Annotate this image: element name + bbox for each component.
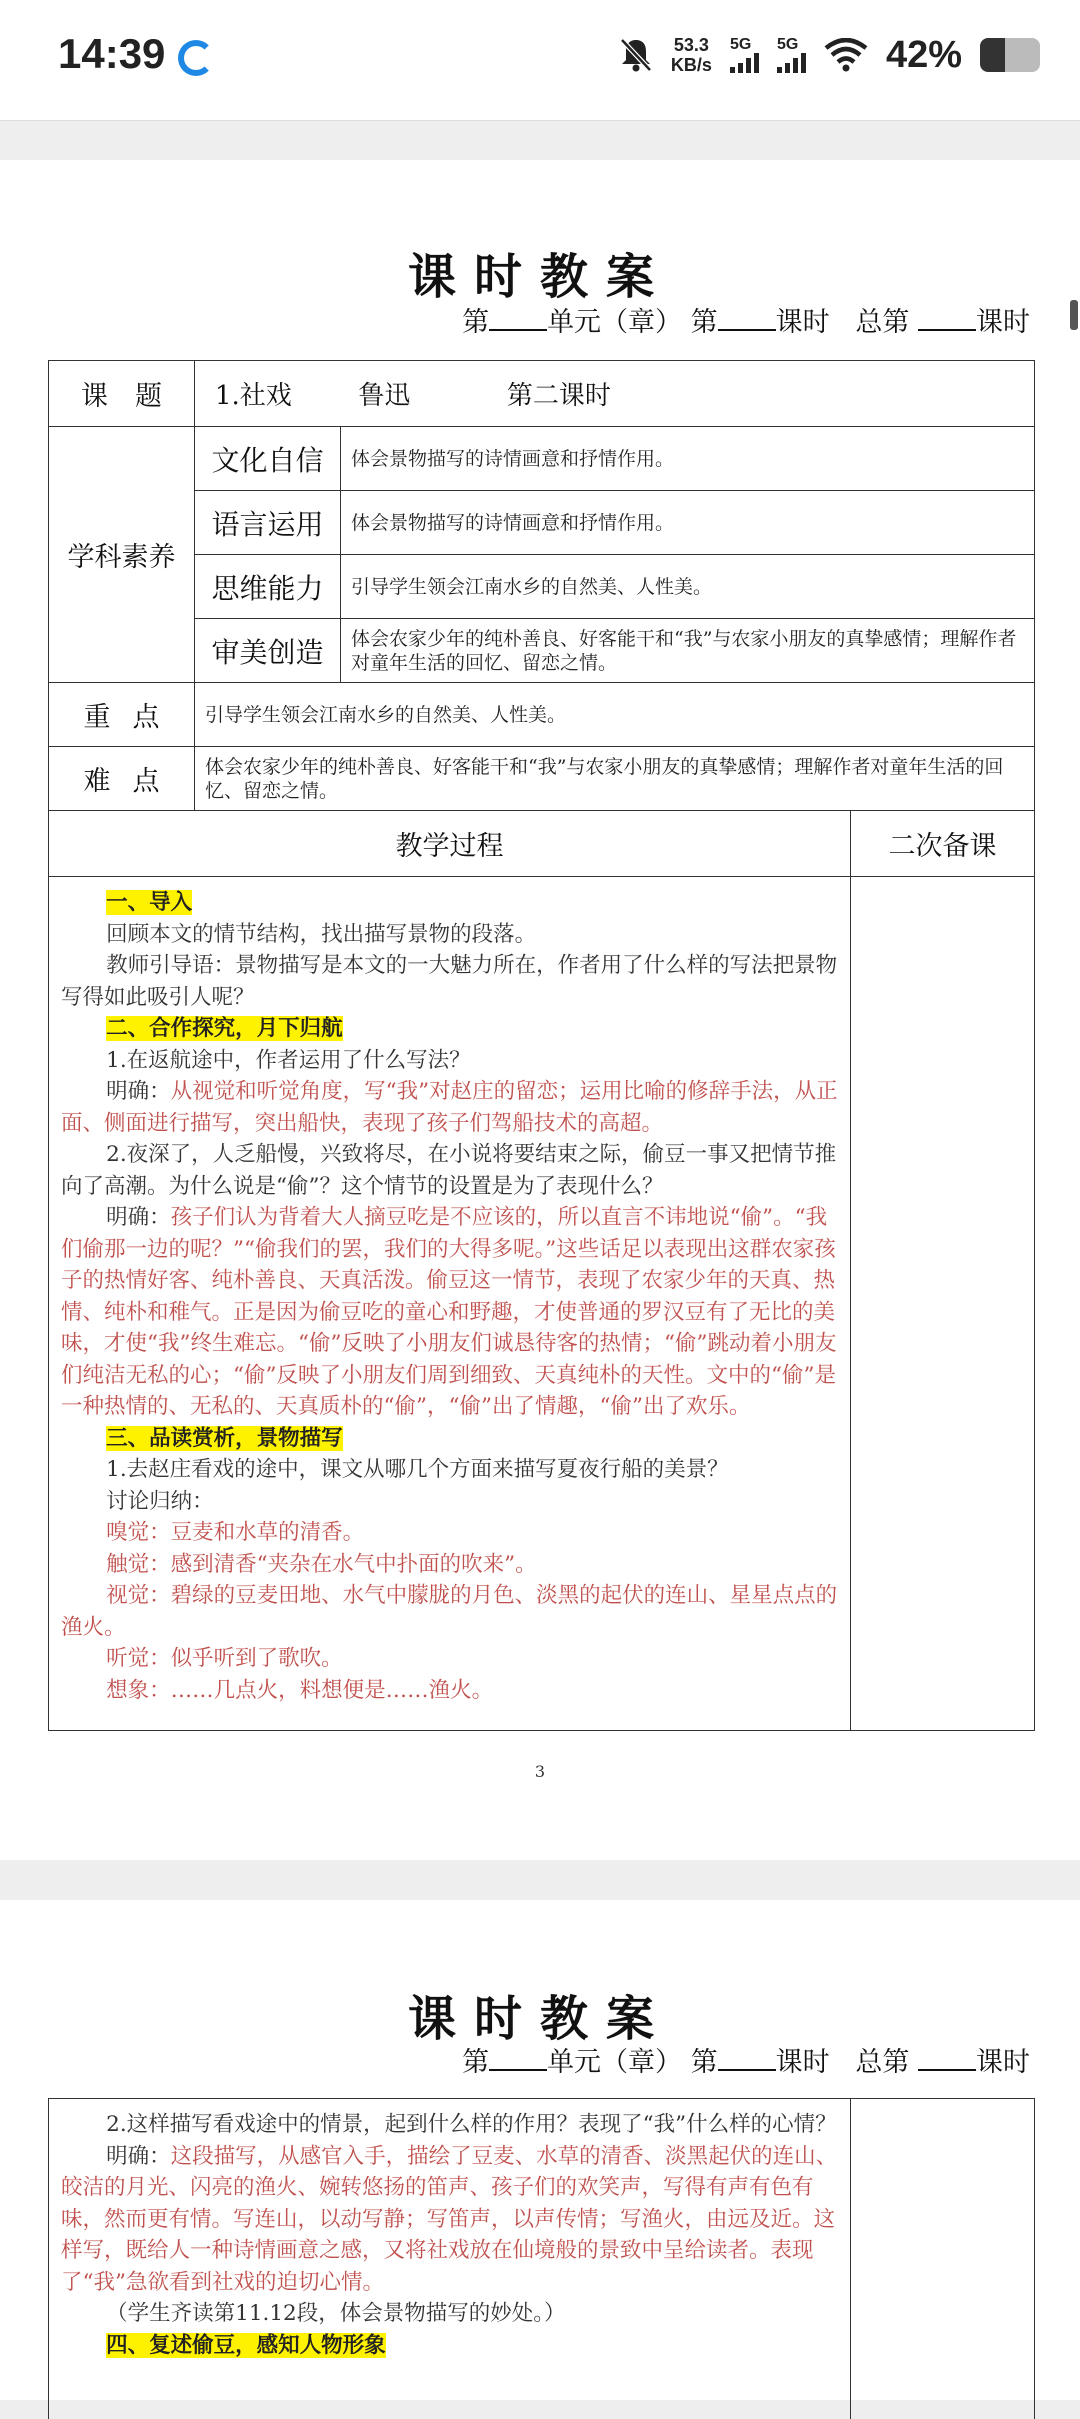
network-speed [671,35,712,75]
status-icons [619,30,1040,80]
difficulty-text: 体会农家少年的纯朴善良、好客能干和“我”与农家小朋友的真挚感情；理解作者对童年生活的回忆、留恋之情。 [195,747,1035,811]
key-point-label: 重点 [49,683,195,747]
unit-line-part: 第 [462,307,490,338]
unit-line-part: 课时 [775,307,830,338]
difficulty-label: 难点 [49,747,195,811]
sense-item: 嗅觉：豆麦和水草的清香。 [106,1520,365,1545]
answer-label: 明确： [106,1205,171,1230]
process-question: 2.夜深了，人乏船慢，兴致将尽，在小说将要结束之际，偷豆一事又把情节推向了高潮。为什么说是“偷”？这个情节的设置是为了表现什么？ [61,1142,837,1199]
unit-line-part: 课时 [976,307,1030,338]
literacy-text: 引导学生领会江南水乡的自然美、人性美。 [341,555,1035,619]
network-speed-unit: KB/s [670,55,712,75]
signal-bars-icon [777,53,806,73]
topic-label: 课 题 [49,361,195,427]
signal-5g-2 [777,37,806,73]
answer-label: 明确： [106,1079,171,1104]
literacy-text: 体会景物描写的诗情画意和抒情作用。 [341,491,1035,555]
sense-item: 想象：……几点火，料想便是……渔火。 [106,1677,494,1703]
answer-label: 明确： [106,2143,171,2169]
topic-author: 鲁迅 [358,381,411,411]
network-speed-value: 53.3 [673,35,709,55]
topic-value [195,361,1035,427]
answer-text: 这段描写，从感官入手，描绘了豆麦、水草的清香、淡黑起伏的连山、皎洁的月光、闪亮的渔火、婉转悠扬的笛声、孩子们的欢笑声，写得有声有色有味，然而更有情。写连山，以动写静；写笛声，以声传情；写渔火，由远及近。这样写，既给人一种诗情画意之感，又将社戏放在仙境般的景致中呈给读者。表现了“我”急欲看到社戏的迫切心情。 [61,2143,838,2295]
unit-line-part: 第 [462,2047,490,2078]
process-paragraph: 讨论归纳： [106,1488,214,1514]
unit-line-part: 第 [690,307,718,338]
topic-lesson: 1.社戏 [215,381,292,411]
unit-line-part: 第 [690,2047,718,2078]
section-heading: 二、合作探究，月下归航 [106,1016,343,1041]
document-page-2 [0,1900,1080,2400]
teaching-process [49,877,851,1731]
signal-5g-2-label: 5G [776,36,799,53]
lesson-plan-table [48,360,1035,1731]
process-question: 2.这样描写看戏途中的情景，起到什么样的作用？表现了“我”什么样的心情？ [106,2112,837,2137]
unit-line-part: 总第 [855,307,910,338]
signal-bars-icon [730,53,759,73]
unit-line-part: 课时 [976,2047,1030,2078]
process-question: 1.在返航途中，作者运用了什么写法？ [106,1047,471,1073]
literacy-name: 审美创造 [195,619,341,683]
signal-5g-1 [730,37,759,73]
battery-fill [980,38,1005,72]
key-point-text: 引导学生领会江南水乡的自然美、人性美。 [195,683,1035,747]
lesson-plan-table-continued [48,2098,1035,2419]
sense-item: 视觉：碧绿的豆麦田地、水气中朦胧的月色、淡黑的起伏的连山、星星点点的渔火。 [61,1583,838,1640]
mute-bell-icon [619,37,653,73]
section-heading: 三、品读赏析，景物描写 [106,1425,343,1451]
literacy-name: 文化自信 [195,427,341,491]
answer-text: 从视觉和听觉角度，写“我”对赵庄的留恋；运用比喻的修辞手法，从正面、侧面进行描写，突出船快，表现了孩子们驾船技术的高超。 [61,1079,838,1136]
status-time: 14:39 [58,30,166,77]
section-heading: 四、复述偷豆，感知人物形象 [106,2332,386,2358]
unit-line [462,2040,1030,2079]
literacy-name: 思维能力 [195,555,341,619]
unit-line [462,300,1030,339]
battery-percent: 42% [885,33,962,76]
section-heading: 一、导入 [106,890,193,915]
literacy-text: 体会景物描写的诗情画意和抒情作用。 [341,427,1035,491]
process-header: 教学过程 [49,811,851,877]
teaching-process-continued [49,2099,851,2419]
sense-item: 听觉：似乎听到了歌吹。 [106,1646,343,1671]
topic-period: 第二课时 [506,381,611,411]
battery-icon [980,38,1040,72]
unit-line-part: 单元（章） [547,307,683,338]
unit-line-part: 单元（章） [547,2047,683,2078]
prep-cell [851,2099,1035,2419]
app-notification-icon [178,40,214,76]
page-title: 课时教案 [407,249,672,305]
literacy-text: 体会农家少年的纯朴善良、好客能干和“我”与农家小朋友的真挚感情；理解作者对童年生活的回忆、留恋之情。 [341,619,1035,683]
literacy-label: 学科素养 [49,427,195,683]
prep-header: 二次备课 [851,811,1035,877]
wifi-icon [824,38,868,72]
signal-5g-1-label: 5G [729,36,752,53]
unit-line-part: 总第 [855,2047,910,2078]
document-page-1 [0,160,1080,1860]
status-bar [0,0,1080,121]
answer-text: 孩子们认为背着大人摘豆吃是不应该的，所以直言不讳地说“偷”。“我们偷那一边的呢？”“偷我们的罢，我们的大得多呢。”这些话足以表现出这群农家孩子的热情好客、纯朴善良、天真活泼。偷豆这一情节，表现了农家少年的天真、热情、纯朴和稚气。正是因为偷豆吃的童心和野趣，才使普通的罗汉豆有了无比的美味，才使“我”终生难忘。“偷”反映了小朋友们诚恳待客的热情；“偷”跳动着小朋友们纯洁无私的心；“偷”反映了小朋友们周到细致、天真纯朴的天性。文中的“偷”是一种热情的、无私的、天真质朴的“偷”，“偷”出了情趣，“偷”出了欢乐。 [61,1205,837,1419]
process-note: （学生齐读第11.12段，体会景物描写的妙处。） [106,2301,566,2326]
literacy-name: 语言运用 [195,491,341,555]
page-title: 课时教案 [407,1991,672,2047]
process-paragraph: 教师引导语：景物描写是本文的一大魅力所在，作者用了什么样的写法把景物写得如此吸引人呢？ [61,953,838,1010]
process-question: 1.去赵庄看戏的途中，课文从哪几个方面来描写夏夜行船的美景？ [106,1457,729,1482]
process-paragraph: 回顾本文的情节结构，找出描写景物的段落。 [106,921,537,947]
unit-line-part: 课时 [775,2047,830,2078]
sense-item: 触觉：感到清香“夹杂在水气中扑面的吹来”。 [106,1551,537,1577]
prep-cell [851,877,1035,1731]
page-number: 3 [534,1762,546,1781]
